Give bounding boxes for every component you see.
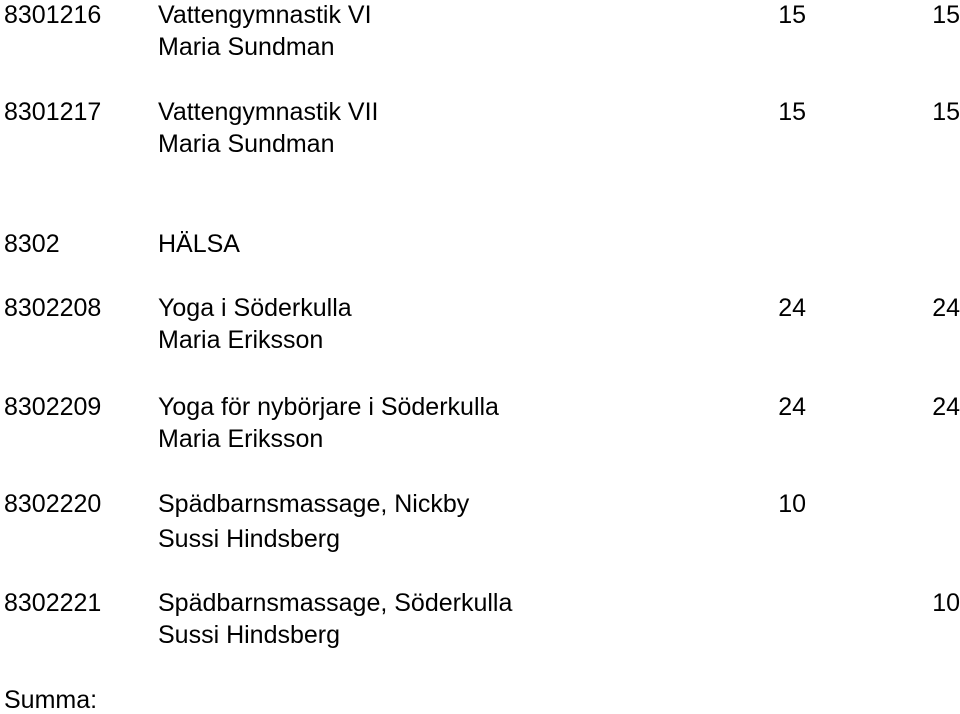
course-code: 8302208 bbox=[4, 294, 102, 322]
course-code: 8302209 bbox=[4, 393, 102, 421]
course-value-1: 10 bbox=[778, 490, 806, 518]
course-value-2: 24 bbox=[932, 393, 960, 421]
course-code: 8302220 bbox=[4, 490, 102, 518]
course-instructor: Sussi Hindsberg bbox=[158, 525, 341, 553]
course-instructor: Maria Eriksson bbox=[158, 425, 324, 453]
course-title: Vattengymnastik VII bbox=[158, 98, 379, 126]
course-instructor: Maria Sundman bbox=[158, 130, 335, 158]
course-title: Yoga i Söderkulla bbox=[158, 294, 352, 322]
course-value-2: 10 bbox=[932, 589, 960, 617]
course-code: 8301216 bbox=[4, 1, 102, 29]
course-code: 8302221 bbox=[4, 589, 102, 617]
course-title: Spädbarnsmassage, Söderkulla bbox=[158, 589, 513, 617]
course-value-2: 15 bbox=[932, 98, 960, 126]
course-value-2: 15 bbox=[932, 1, 960, 29]
course-title: Spädbarnsmassage, Nickby bbox=[158, 490, 470, 518]
course-value-1: 15 bbox=[778, 98, 806, 126]
course-title: Vattengymnastik VI bbox=[158, 1, 372, 29]
course-instructor: Maria Eriksson bbox=[158, 326, 324, 354]
course-code: 8301217 bbox=[4, 98, 102, 126]
course-value-2: 24 bbox=[932, 294, 960, 322]
section-title: HÄLSA bbox=[158, 230, 240, 258]
section-code: 8302 bbox=[4, 230, 60, 258]
course-value-1: 24 bbox=[778, 294, 806, 322]
summary-label: Summa: bbox=[4, 686, 98, 714]
course-title: Yoga för nybörjare i Söderkulla bbox=[158, 393, 499, 421]
course-value-1: 15 bbox=[778, 1, 806, 29]
course-value-1: 24 bbox=[778, 393, 806, 421]
course-instructor: Sussi Hindsberg bbox=[158, 621, 341, 649]
course-instructor: Maria Sundman bbox=[158, 33, 335, 61]
